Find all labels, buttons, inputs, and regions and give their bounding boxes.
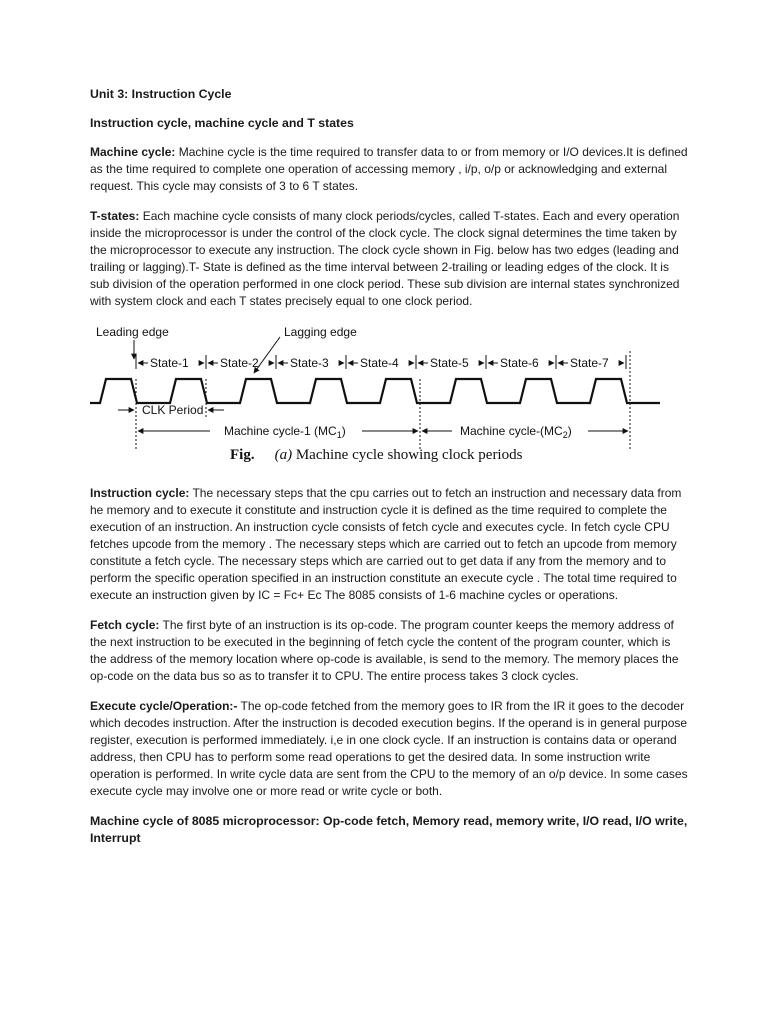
leading-edge-label: Leading edge (96, 325, 169, 339)
document-content (90, 86, 690, 859)
state-3-label: State-3 (290, 356, 329, 370)
section-heading: Instruction cycle, machine cycle and T states (90, 116, 354, 130)
instruction-cycle-text: The necessary steps that the cpu carries out to fetch an instruction and necessary data from he memory and to execute it constitute and instruction cycle it is defined as the time required to complete the execution of an instruction. An instruction cycle consists of fetch cycle and executes cycle. In fetch cycle CPU fetches upcode from the memory . The necessary steps which are carried out to fetch an upcode from memory constitute a fetch cycle. The necessary steps which are carried out to get data if any from the memory and to perform the specific operation specified in an instruction constitute an execute cycle . The total time required to execute an instruction given by IC = Fc+ Ec The 8085 consists of 1-6 machine cycles or operations. (90, 486, 682, 602)
state-7-label: State-7 (570, 356, 609, 370)
t-states-paragraph (90, 208, 690, 310)
fetch-cycle-paragraph (90, 617, 690, 685)
execute-cycle-term: Execute cycle/Operation:- (90, 699, 238, 713)
state-4-label: State-4 (360, 356, 399, 370)
instruction-cycle-paragraph (90, 485, 690, 604)
state-labels (150, 356, 609, 370)
clk-period-label: CLK Period (142, 403, 204, 417)
machine-cycle-paragraph (90, 144, 690, 195)
state-6-label: State-6 (500, 356, 539, 370)
state-5-label: State-5 (430, 356, 469, 370)
page-title: Unit 3: Instruction Cycle (90, 87, 232, 101)
execute-cycle-paragraph (90, 698, 690, 800)
closing-heading: Machine cycle of 8085 microprocessor: Op-code fetch, Memory read, memory write, I/O read, I/O write, Interrupt (90, 814, 688, 845)
state-2-label: State-2 (220, 356, 259, 370)
fetch-cycle-text: The first byte of an instruction is its op-code. The program counter keeps the memory address of the next instruction to be executed in the beginning of fetch cycle the content of the program counter, which is the address of the memory location where op-code is available, is send to the memory. The memory places the op-code on the data bus so as to transfer it to CPU. The entire process takes 3 clock cycles. (90, 618, 679, 683)
machine-cycle-text: Machine cycle is the time required to transfer data to or from memory or I/O devices.It is defined as the time required to complete one operation of accessing memory , i/p, o/p or acknowledging and external request. This cycle may consists of 3 to 6 T states. (90, 145, 688, 193)
clock-waveform (90, 379, 660, 403)
clock-timing-diagram (90, 323, 690, 473)
figure-caption: Fig. (a) Machine cycle showing clock periods (230, 447, 523, 463)
mc2-label: Machine cycle-$(MC_2)$ (460, 424, 572, 440)
execute-cycle-text: The op-code fetched from the memory goes to IR from the IR it goes to the decoder which decodes instruction. After the instruction is decoded execution begins. If the operand is in general purpose register, execution is performed immediately. i,e in one clock cycle. If an instruction is contains data or operand address, then CPU has to perform some read operations to get the desired data. In some instruction write operation is performed. In write cycle data are sent from the CPU to the memory of an o/p device. In some cases execute cycle may involve one or more read or write cycle or both. (90, 699, 688, 798)
machine-cycle-term: Machine cycle: (90, 145, 176, 159)
state-1-label: State-1 (150, 356, 189, 370)
instruction-cycle-term: Instruction cycle: (90, 486, 190, 500)
clock-timing-figure (90, 323, 690, 473)
lagging-edge-label: Lagging edge (284, 325, 357, 339)
mc1-label: Machine cycle-1 $(MC_1)$ (224, 424, 346, 440)
t-states-term: T-states: (90, 209, 140, 223)
fetch-cycle-term: Fetch cycle: (90, 618, 160, 632)
t-states-text: Each machine cycle consists of many clock periods/cycles, called T-states. Each and every operation inside the microprocessor is under the control of the clock cycle. The clock signal determines the time taken by the microprocessor to execute any instruction. The clock cycle shown in Fig. below has two edges (leading and trailing or lagging).T- State is defined as the time interval between 2-trailing or leading edges of the clock. It is sub division of the operation performed in one clock period. These sub division are internal states synchronized with system clock and each T states precisely equal to one clock period. (90, 209, 680, 308)
